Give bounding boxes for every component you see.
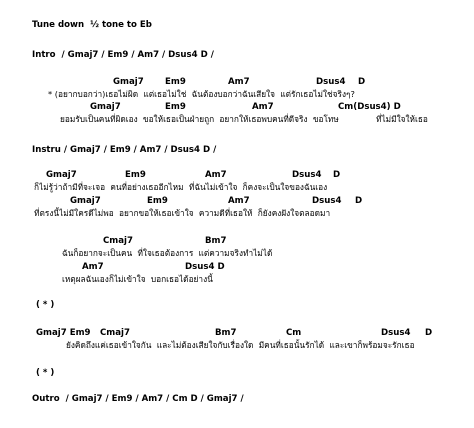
chord-label: Dsus4	[381, 328, 411, 338]
lyric-line: ก็ไม่รู้ว่าถ้ามีที่จะเจอ คนที่อย่างเธออีกไหม ที่ฉันไม่เข้าใจ ก็คงจะเป็นใจของฉันเอง	[34, 182, 328, 192]
tuning-note: Tune down ½ tone to Eb	[32, 20, 152, 30]
chord-label: Am7	[205, 170, 227, 180]
chord-label: Cm	[286, 328, 302, 338]
chord-label: D	[425, 328, 433, 338]
repeat-marker: ( * )	[36, 368, 55, 378]
chord-label: Em9	[165, 102, 186, 112]
chord-label: D	[333, 170, 341, 180]
chord-label: Gmaj7	[70, 196, 101, 206]
chord-label: Em9	[125, 170, 146, 180]
outro-progression: Outro / Gmaj7 / Em9 / Am7 / Cm D / Gmaj7 /	[32, 394, 244, 404]
lyric-line: * (อยากบอกว่า)เธอไม่ผิด แต่เธอไม่ใช่ ฉันต้องบอกว่าฉันเสียใจ แต่รักเธอไม่ใช่จริงๆ?	[48, 89, 355, 99]
chord-label: Gmaj7 Em9	[36, 328, 91, 338]
lyric-line: ยอมรับเป็นคนที่ผิดเอง ขอให้เธอเป็นฝ่ายถูก อยากให้เธอพบคนที่ดีจริง ขอโทษ	[60, 114, 339, 124]
chord-label: Gmaj7	[46, 170, 77, 180]
repeat-marker: ( * )	[36, 300, 55, 310]
chord-label: Cm(Dsus4) D	[338, 102, 401, 112]
instru-progression: Instru / Gmaj7 / Em9 / Am7 / Dsus4 D /	[32, 145, 217, 155]
lyric-line: ยังคิดถึงแค่เธอเข้าใจกัน และไม่ต้องเสียใจกับเรื่องใด มีคนที่เธอนั้นรักได้ และเขาก็พร้อมจะรักเธอ	[66, 340, 415, 350]
lyric-line: ที่ไม่มีใจให้เธอ	[376, 114, 428, 124]
chord-label: Bm7	[215, 328, 237, 338]
chord-label: Em9	[147, 196, 168, 206]
lyric-line: ฉันก็อยากจะเป็นคน ที่ใจเธอต้องการ แต่ความจริงทำไม่ได้	[62, 248, 273, 258]
lyric-line: ที่ตรงนี้ไม่มีใครดีไม่พอ อยากขอให้เธอเข้าใจ ความดีที่เธอให้ ก็ยังคงฝังใจตลอดมา	[34, 208, 331, 218]
chord-label: D	[355, 196, 363, 206]
chord-label: Am7	[252, 102, 274, 112]
chord-label: Bm7	[205, 236, 227, 246]
chord-label: Em9	[165, 77, 186, 87]
chord-label: Dsus4	[312, 196, 342, 206]
chord-label: Cmaj7	[100, 328, 130, 338]
lyric-line: เหตุผลฉันเองก็ไม่เข้าใจ บอกเธอได้อย่างนี้	[62, 274, 213, 284]
chord-label: Gmaj7	[113, 77, 144, 87]
chord-label: Am7	[228, 77, 250, 87]
chord-label: Dsus4	[316, 77, 346, 87]
chord-label: Dsus4 D	[185, 262, 225, 272]
intro-progression: Intro / Gmaj7 / Em9 / Am7 / Dsus4 D /	[32, 50, 214, 60]
chord-label: Gmaj7	[90, 102, 121, 112]
chord-label: Cmaj7	[103, 236, 133, 246]
chord-label: Am7	[82, 262, 104, 272]
chord-label: Am7	[228, 196, 250, 206]
chord-label: Dsus4	[292, 170, 322, 180]
chord-label: D	[358, 77, 366, 87]
